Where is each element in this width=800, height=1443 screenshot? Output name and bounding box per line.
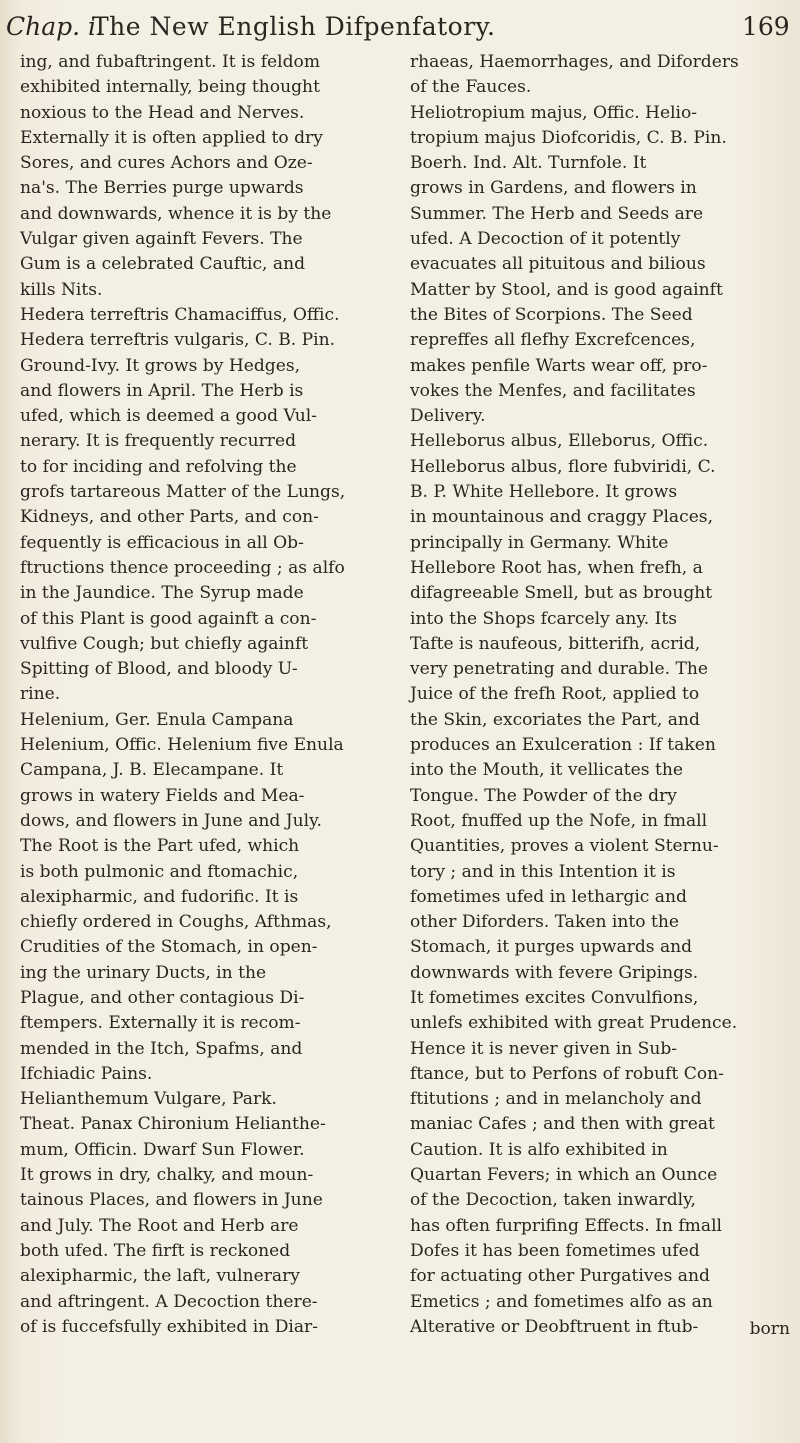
text-line: ftitutions ; and in melancholy and <box>410 1089 702 1110</box>
text-line: nerary. It is frequently recurred <box>20 431 297 452</box>
text-line: Tafte is naufeous, bitterifh, acrid, <box>410 633 701 654</box>
text-line: to for inciding and refolving the <box>20 456 297 477</box>
text-line: ufed, which is deemed a good Vul- <box>20 406 317 427</box>
text-line: alexipharmic, the laft, vulnerary <box>20 1266 300 1287</box>
text-line: kills Nits. <box>20 279 103 300</box>
text-line: Sores, and cures Achors and Oze- <box>20 153 313 174</box>
text-line: fometimes ufed in lethargic and <box>410 886 687 907</box>
text-line: It fometimes excites Convulfions, <box>410 987 699 1008</box>
text-line: and July. The Root and Herb are <box>20 1215 299 1236</box>
text-line: unlefs exhibited with great Prudence. <box>410 1013 738 1034</box>
text-line: mended in the Itch, Spafms, and <box>20 1038 303 1059</box>
text-line: downwards with fevere Gripings. <box>410 962 699 983</box>
running-header <box>0 6 800 46</box>
text-line: Juice of the frefh Root, applied to <box>410 684 700 705</box>
text-line: na's. The Berries purge upwards <box>20 178 304 199</box>
text-line: Ground-Ivy. It grows by Hedges, <box>20 355 301 376</box>
text-line: ufed. A Decoction of it potently <box>410 229 681 250</box>
text-line: Hedera terreftris vulgaris, C. B. Pin. <box>20 330 336 351</box>
text-line: and flowers in April. The Herb is <box>20 380 304 401</box>
text-line: into the Mouth, it vellicates the <box>410 760 683 781</box>
text-line: Spitting of Blood, and bloody U- <box>20 659 298 680</box>
text-line: B. P. White Hellebore. It grows <box>410 482 678 503</box>
text-line: Plague, and other contagious Di- <box>20 987 305 1008</box>
text-line: of this Plant is good againft a con- <box>20 608 317 629</box>
text-line: is both pulmonic and ftomachic, <box>20 861 299 882</box>
text-line: alexipharmic, and fudorific. It is <box>20 886 299 907</box>
text-line: dows, and flowers in June and July. <box>20 810 322 831</box>
text-line: Hence it is never given in Sub- <box>410 1038 678 1059</box>
text-line: chiefly ordered in Coughs, Afthmas, <box>20 912 332 933</box>
text-line: Stomach, it purges upwards and <box>410 937 693 958</box>
text-line: Campana, J. B. Elecampane. It <box>20 760 284 781</box>
left-column <box>20 50 370 1340</box>
text-line: exhibited internally, being thought <box>20 77 320 98</box>
text-line: Tongue. The Powder of the dry <box>410 785 677 806</box>
text-line: Gum is a celebrated Cauftic, and <box>20 254 306 275</box>
text-line: Theat. Panax Chironium Helianthe- <box>20 1114 326 1135</box>
text-line: and aftringent. A Decoction there- <box>20 1291 318 1312</box>
text-line: Dofes it has been fometimes ufed <box>410 1240 700 1261</box>
text-line: rhaeas, Haemorrhages, and Diforders <box>410 52 739 72</box>
catchword: born <box>749 1319 790 1339</box>
text-line: other Diforders. Taken into the <box>410 912 679 933</box>
text-line: Hellebore Root has, when frefh, a <box>410 557 703 578</box>
text-line: ftempers. Externally it is recom- <box>20 1013 301 1034</box>
text-line: Heliotropium majus, Offic. Helio- <box>410 102 698 123</box>
text-line: tainous Places, and flowers in June <box>20 1190 323 1211</box>
text-line: both ufed. The firft is reckoned <box>20 1240 291 1261</box>
text-line: in the Jaundice. The Syrup made <box>20 583 304 604</box>
text-line: The Root is the Part ufed, which <box>20 836 300 857</box>
text-line: Kidneys, and other Parts, and con- <box>20 507 319 528</box>
text-line: Ifchiadic Pains. <box>20 1063 153 1084</box>
running-title: The New English Difpenfatory. <box>92 12 496 41</box>
text-line: maniac Cafes ; and then with great <box>410 1114 715 1135</box>
text-line: ftance, but to Perfons of robuft Con- <box>410 1063 724 1084</box>
text-line: noxious to the Head and Nerves. <box>20 102 305 123</box>
text-line: the Bites of Scorpions. The Seed <box>410 304 693 325</box>
text-line: vulfive Cough; but chiefly againft <box>20 633 309 654</box>
text-line: evacuates all pituitous and bilious <box>410 254 706 275</box>
text-line: Externally it is often applied to dry <box>20 127 323 148</box>
text-line: Crudities of the Stomach, in open- <box>20 937 318 958</box>
text-line: Quantities, proves a violent Sternu- <box>410 836 719 857</box>
text-line: ing the urinary Ducts, in the <box>20 962 267 983</box>
text-line: fequently is efficacious in all Ob- <box>20 532 304 553</box>
text-line: Vulgar given againft Fevers. The <box>20 229 303 250</box>
text-line: in mountainous and craggy Places, <box>410 507 714 528</box>
chapter-label: Chap. i. <box>6 12 104 41</box>
text-line: tropium majus Diofcoridis, C. B. Pin. <box>410 127 727 148</box>
text-line: Helenium, Ger. Enula Campana <box>20 709 294 730</box>
text-line: ing, and fubaftringent. It is feldom <box>20 52 321 72</box>
text-line: vokes the Menfes, and facilitates <box>410 380 696 401</box>
text-line: makes penfile Warts wear off, pro- <box>410 355 708 376</box>
text-line: and downwards, whence it is by the <box>20 203 332 224</box>
text-line: ftructions thence proceeding ; as alfo <box>20 557 345 578</box>
text-line: Helleborus albus, flore fubviridi, C. <box>410 456 716 477</box>
text-line: into the Shops fcarcely any. Its <box>410 608 678 629</box>
text-line: Helenium, Offic. Helenium five Enula <box>20 735 344 756</box>
text-line: Caution. It is alfo exhibited in <box>410 1139 668 1160</box>
text-line: Delivery. <box>410 406 486 427</box>
text-line: Matter by Stool, and is good againft <box>410 279 723 300</box>
text-line: grows in watery Fields and Mea- <box>20 785 305 806</box>
text-line: Quartan Fevers; in which an Ounce <box>410 1165 718 1186</box>
text-line: has often furprifing Effects. In fmall <box>410 1215 723 1236</box>
text-line: grofs tartareous Matter of the Lungs, <box>20 482 346 503</box>
text-line: difagreeable Smell, but as brought <box>410 583 713 604</box>
text-line: of is fuccefsfully exhibited in Diar- <box>20 1316 319 1337</box>
text-line: Boerh. Ind. Alt. Turnfole. It <box>410 153 647 174</box>
text-line: of the Fauces. <box>410 77 532 98</box>
text-line: Root, fnuffed up the Nofe, in fmall <box>410 810 708 831</box>
page-number: 169 <box>742 12 790 41</box>
text-line: Hedera terreftris Chamaciffus, Offic. <box>20 304 340 325</box>
text-line: It grows in dry, chalky, and moun- <box>20 1165 314 1186</box>
text-line: principally in Germany. White <box>410 532 669 553</box>
text-line: Alterative or Deobftruent in ftub- <box>410 1316 699 1337</box>
text-line: Helleborus albus, Elleborus, Offic. <box>410 431 709 452</box>
text-line: Emetics ; and fometimes alfo as an <box>410 1291 713 1312</box>
text-line: of the Decoction, taken inwardly, <box>410 1190 696 1211</box>
text-line: the Skin, excoriates the Part, and <box>410 709 700 730</box>
text-line: very penetrating and durable. The <box>410 659 708 680</box>
text-line: mum, Officin. Dwarf Sun Flower. <box>20 1139 305 1160</box>
text-line: produces an Exulceration : If taken <box>410 735 716 756</box>
text-line: rine. <box>20 684 61 705</box>
text-line: repreffes all flefhy Excrefcences, <box>410 330 696 351</box>
text-line: for actuating other Purgatives and <box>410 1266 710 1287</box>
text-line: Summer. The Herb and Seeds are <box>410 203 704 224</box>
text-line: tory ; and in this Intention it is <box>410 861 676 882</box>
text-line: Helianthemum Vulgare, Park. <box>20 1089 277 1110</box>
right-column <box>410 50 770 1340</box>
text-line: grows in Gardens, and flowers in <box>410 178 697 199</box>
